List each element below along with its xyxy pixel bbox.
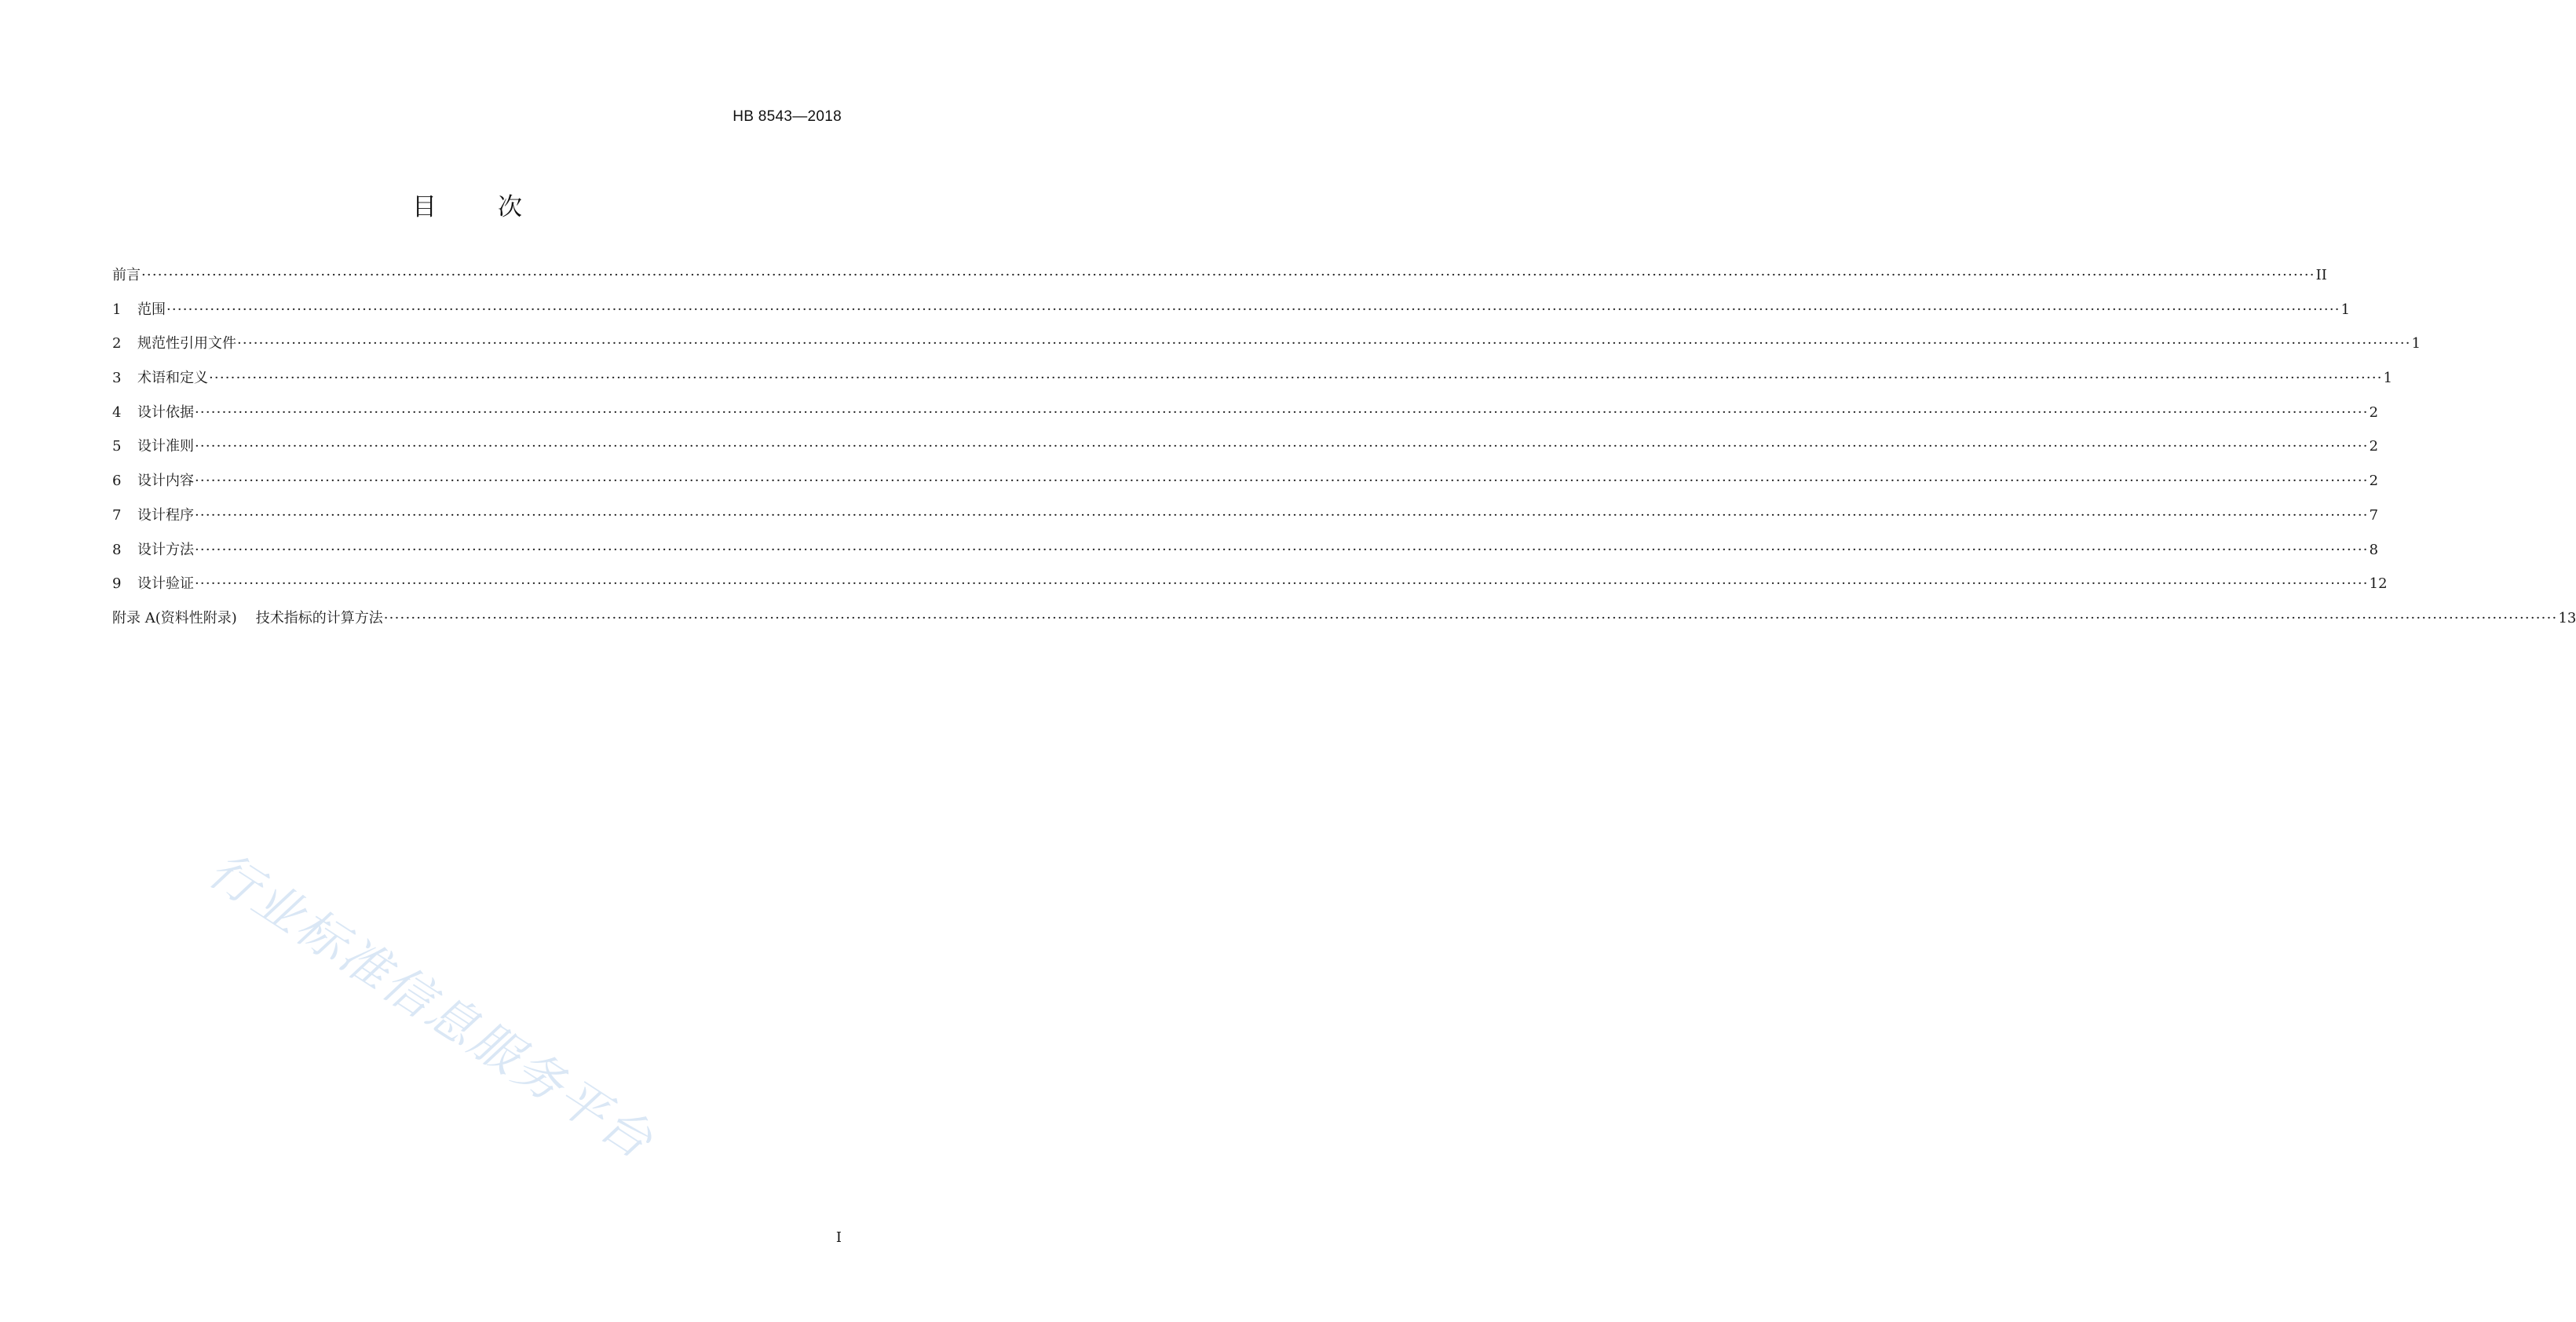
leader-dots: ················································································································································································································································································································································································································ (195, 541, 2369, 558)
toc-entry-label: 设计程序 (137, 506, 194, 524)
toc-entry-number: 7 (112, 506, 122, 524)
toc-entry-number: 1 (112, 301, 122, 318)
toc-entry-label: 设计准则 (137, 438, 194, 455)
toc-entry-3[interactable] (112, 368, 2393, 403)
page-number: I (835, 1229, 842, 1246)
leader-dots: ················································································································································································································································································································································································································ (237, 335, 2411, 352)
toc-entry-foreword[interactable] (112, 265, 2327, 300)
leader-dots: ················································································································································································································································································································································································································ (141, 267, 2315, 283)
toc-entry-label: 设计验证 (137, 575, 194, 593)
leader-dots: ················································································································································································································································································································································································································ (195, 506, 2369, 524)
leader-dots: ················································································································································································································································································································································································································ (166, 301, 2340, 318)
toc-entry-label: 规范性引用文件 (137, 335, 236, 352)
toc-entry-label: 术语和定义 (137, 370, 208, 387)
toc-entry-9[interactable] (112, 574, 2388, 608)
toc-entry-page: 13 (2558, 609, 2576, 626)
toc-entry-5[interactable] (112, 436, 2379, 471)
leader-dots: ················································································································································································································································································································································································································ (195, 438, 2369, 455)
toc-entry-page: 7 (2369, 506, 2379, 524)
leader-dots: ················································································································································································································································································································································································································ (195, 575, 2369, 593)
toc-entry-2[interactable] (112, 334, 2421, 368)
toc-entry-page: 1 (2340, 301, 2351, 318)
leader-dots: ················································································································································································································································································································································································································ (195, 404, 2369, 421)
toc-entry-4[interactable] (112, 403, 2379, 437)
toc-entry-page: II (2315, 267, 2327, 283)
toc-entry-label (112, 608, 383, 629)
toc-entry-7[interactable] (112, 506, 2379, 540)
title-char-1: 目 (412, 193, 437, 221)
table-of-contents (112, 265, 2576, 643)
toc-entry-label: 设计依据 (137, 404, 194, 421)
toc-entry-6[interactable] (112, 471, 2379, 506)
toc-entry-label: 范围 (137, 301, 166, 318)
toc-entry-label: 设计方法 (137, 541, 194, 558)
toc-entry-page: 1 (2383, 370, 2393, 387)
page-title (0, 187, 934, 222)
toc-entry-label: 前言 (112, 267, 141, 283)
appendix-label: 附录 A(资料性附录) (112, 609, 237, 626)
toc-entry-page: 2 (2369, 473, 2379, 490)
toc-entry-number: 9 (112, 575, 122, 593)
leader-dots: ················································································································································································································································································································································································································ (383, 609, 2558, 626)
toc-entry-8[interactable] (112, 540, 2379, 575)
toc-entry-number: 3 (112, 370, 122, 387)
toc-entry-number: 5 (112, 438, 122, 455)
standard-code: HB 8543—2018 (733, 108, 842, 125)
toc-entry-page: 12 (2369, 575, 2388, 593)
toc-entry-page: 2 (2369, 438, 2379, 455)
toc-entry-number: 2 (112, 335, 122, 352)
watermark-text: 行业标准信息服务平台 (199, 840, 665, 1171)
toc-entry-page: 8 (2369, 541, 2379, 558)
toc-entry-label: 设计内容 (137, 473, 194, 490)
toc-entry-appendix-a[interactable] (112, 608, 2576, 643)
toc-entry-number: 8 (112, 541, 122, 558)
appendix-title: 技术指标的计算方法 (255, 609, 383, 626)
toc-entry-page: 1 (2411, 335, 2421, 352)
toc-entry-number: 4 (112, 404, 122, 421)
toc-entry-1[interactable] (112, 300, 2351, 334)
leader-dots: ················································································································································································································································································································································································································ (195, 473, 2369, 490)
toc-entry-number: 6 (112, 473, 122, 490)
title-char-2: 次 (498, 193, 522, 221)
toc-entry-page: 2 (2369, 404, 2379, 421)
leader-dots: ················································································································································································································································································································································································································ (209, 370, 2383, 387)
